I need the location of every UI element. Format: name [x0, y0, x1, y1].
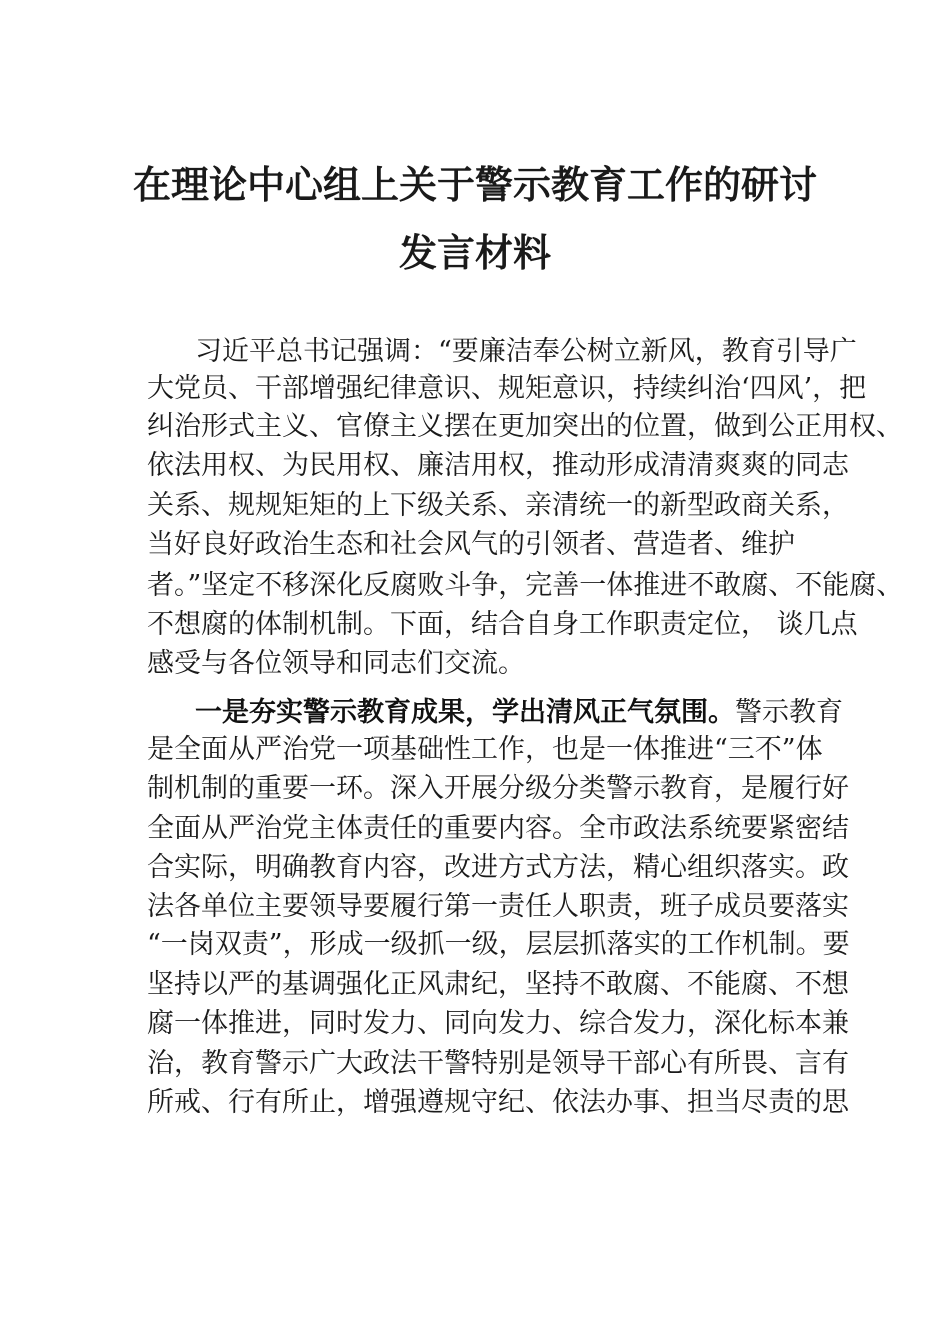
paragraph-2-line-3: 制机制的重要一环。深入开展分级分类警示教育，是履行好 [147, 773, 849, 804]
paragraph-1-line-9: 感受与各位领导和同志们交流。 [147, 648, 525, 679]
paragraph-1-line-2: 大党员、干部增强纪律意识、规矩意识，持续纠治‘四风’，把 [147, 373, 867, 404]
paragraph-2-line-8: 坚持以严的基调强化正风肃纪，坚持不敢腐、不能腐、不想 [147, 969, 849, 1000]
paragraph-2-line-6: 法各单位主要领导要履行第一责任人职责，班子成员要落实 [147, 891, 849, 922]
paragraph-1-line-5: 关系、规规矩矩的上下级关系、亲清统一的新型政商关系， [147, 490, 849, 521]
paragraph-2-line-7: “一岗双责”，形成一级抓一级，层层抓落实的工作机制。要 [147, 929, 850, 960]
paragraph-2-line-9: 腐一体推进，同时发力、同向发力、综合发力，深化标本兼 [147, 1008, 849, 1039]
paragraph-2-line-2: 是全面从严治党一项基础性工作，也是一体推进“三不”体 [147, 734, 823, 765]
paragraph-1-line-6: 当好良好政治生态和社会风气的引领者、营造者、维护 [147, 529, 795, 560]
document-title-line-2: 发言材料 [398, 230, 551, 275]
paragraph-2-line-1-rest: 警示教育 [735, 697, 843, 728]
paragraph-2-line-5: 合实际，明确教育内容，改进方式方法，精心组织落实。政 [147, 852, 849, 883]
paragraph-1-line-1: 习近平总书记强调：“要廉洁奉公树立新风，教育引导广 [195, 336, 857, 367]
paragraph-2-line-11: 所戒、行有所止，增强遵规守纪、依法办事、担当尽责的思 [147, 1087, 849, 1118]
paragraph-1-line-7: 者。”坚定不移深化反腐败斗争，完善一体推进不敢腐、不能腐、 [147, 570, 904, 601]
paragraph-2-line-10: 治，教育警示广大政法干警特别是领导干部心有所畏、言有 [147, 1048, 849, 1079]
document-title-line-1: 在理论中心组上关于警示教育工作的研讨 [132, 162, 817, 207]
paragraph-1-line-8: 不想腐的体制机制。下面，结合自身工作职责定位， 谈几点 [147, 609, 858, 640]
paragraph-2-heading: 一是夯实警示教育成果，学出清风正气氛围。 [195, 697, 735, 728]
paragraph-2-line-4: 全面从严治党主体责任的重要内容。全市政法系统要紧密结 [147, 813, 849, 844]
paragraph-2-line-1 [195, 699, 843, 726]
paragraph-1-line-3: 纠治形式主义、官僚主义摆在更加突出的位置，做到公正用权、 [147, 411, 903, 442]
paragraph-1-line-4: 依法用权、为民用权、廉洁用权，推动形成清清爽爽的同志 [147, 450, 849, 481]
